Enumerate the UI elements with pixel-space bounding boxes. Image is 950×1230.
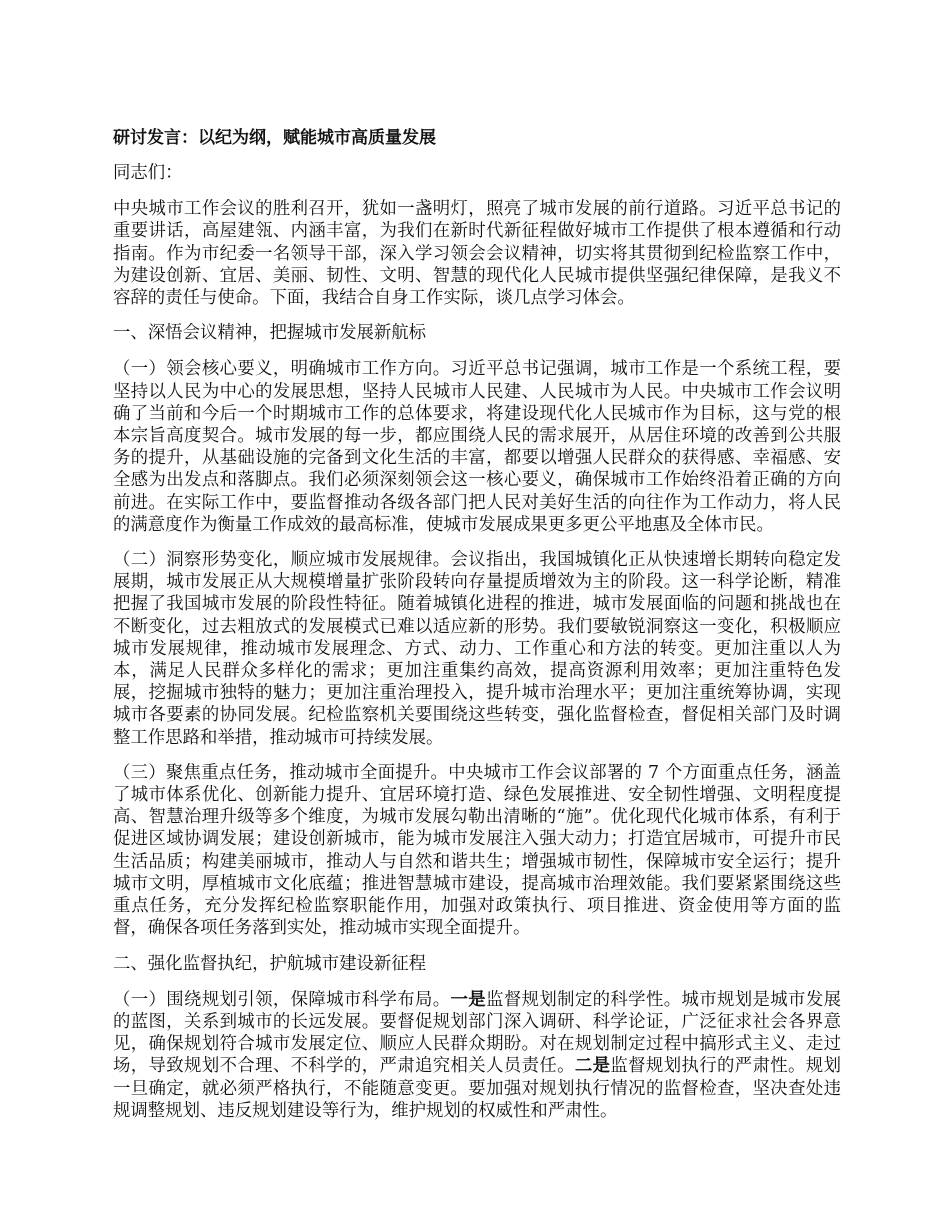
lead-marker-first: 一是 xyxy=(450,989,487,1010)
section-2-paragraph-1 xyxy=(113,989,841,1122)
section-heading-1: 一、深悟会议精神，把握城市发展新航标 xyxy=(113,323,427,344)
document-title: 研讨发言：以纪为纲，赋能城市高质量发展 xyxy=(113,128,436,148)
paragraph-text-second: 监督规划执行的严肃性。规划一旦确定，就必须严格执行，不能随意变更。要加强对规划执行情况的监督检查，坚决查处违规调整规划、违反规划建设等行为，维护规划的权威性和严肃性。 xyxy=(113,1056,841,1121)
greeting: 同志们： xyxy=(113,163,183,183)
section-1-paragraph-3: （三）聚焦重点任务，推动城市全面提升。中央城市工作会议部署的 7 个方面重点任务，涵盖了城市体系优化、创新能力提升、宜居环境打造、绿色发展推进、安全韧性增强、文明程度提高、智慧治理升级等多个维度，为城市发展勾勒出清晰的“施”。优化现代化城市体系，有利于促进区域协调发展；建设创新城市，能为城市发展注入强大动力；打造宜居城市，可提升市民生活品质；构建美丽城市，推动人与自然和谐共生；增强城市韧性，保障城市安全运行；提升城市文明，厚植城市文化底蕴；推进智慧城市建设，提高城市治理效能。我们要紧紧围绕这些重点任务，充分发挥纪检监察职能作用，加强对政策执行、项目推进、资金使用等方面的监督，确保各项任务落到实处，推动城市实现全面提升。 xyxy=(113,762,841,939)
section-1-paragraph-2: （二）洞察形势变化，顺应城市发展规律。会议指出，我国城镇化正从快速增长期转向稳定发展期，城市发展正从大规模增量扩张阶段转向存量提质增效为主的阶段。这一科学论断，精准把握了我国城市发展的阶段性特征。随着城镇化进程的推进，城市发展面临的问题和挑战也在不断变化，过去粗放式的发展模式已难以适应新的形势。我们要敏锐洞察这一变化，积极顺应城市发展规律，推动城市发展理念、方式、动力、工作重心和方法的转变。更加注重以人为本，满足人民群众多样化的需求；更加注重集约高效，提高资源利用效率；更加注重特色发展，挖掘城市独特的魅力；更加注重治理投入，提升城市治理水平；更加注重统筹协调，实现城市各要素的协同发展。纪检监察机关要围绕这些转变，强化监督检查，督促相关部门及时调整工作思路和举措，推动城市可持续发展。 xyxy=(113,550,841,748)
intro-paragraph: 中央城市工作会议的胜利召开，犹如一盏明灯，照亮了城市发展的前行道路。习近平总书记的重要讲话，高屋建瓴、内涵丰富，为我们在新时代新征程做好城市工作提供了根本遵循和行动指南。作为市纪委一名领导干部，深入学习领会会议精神，切实将其贯彻到纪检监察工作中，为建设创新、宜居、美丽、韧性、文明、智慧的现代化人民城市提供坚强纪律保障，是我义不容辞的责任与使命。下面，我结合自身工作实际，谈几点学习体会。 xyxy=(113,199,841,309)
paragraph-prefix: （一）围绕规划引领，保障城市科学布局。 xyxy=(113,989,451,1010)
paragraph-text-first: 监督规划制定的科学性。城市规划是城市发展的蓝图，关系到城市的长远发展。要督促规划部门深入调研、科学论证，广泛征求社会各界意见，确保规划符合城市发展定位、顺应人民群众期盼。对在规划制定过程中搞形式主义、走过场，导致规划不合理、不科学的，严肃追究相关人员责任。 xyxy=(113,989,841,1077)
document-page xyxy=(113,127,841,1135)
section-1-paragraph-1: （一）领会核心要义，明确城市工作方向。习近平总书记强调，城市工作是一个系统工程，要坚持以人民为中心的发展思想，坚持人民城市人民建、人民城市为人民。中央城市工作会议明确了当前和今后一个时期城市工作的总体要求，将建设现代化人民城市作为目标，这与党的根本宗旨高度契合。城市发展的每一步，都应围绕人民的需求展开，从居住环境的改善到公共服务的提升，从基础设施的完备到文化生活的丰富，都要以增强人民群众的获得感、幸福感、安全感为出发点和落脚点。我们必须深刻领会这一核心要义，确保城市工作始终沿着正确的方向前进。在实际工作中，要监督推动各级各部门把人民对美好生活的向往作为工作动力，将人民的满意度作为衡量工作成效的最高标准，使城市发展成果更多更公平地惠及全体市民。 xyxy=(113,359,841,535)
section-heading-2: 二、强化监督执纪，护航城市建设新征程 xyxy=(113,953,427,974)
lead-marker-second: 二是 xyxy=(574,1056,611,1077)
